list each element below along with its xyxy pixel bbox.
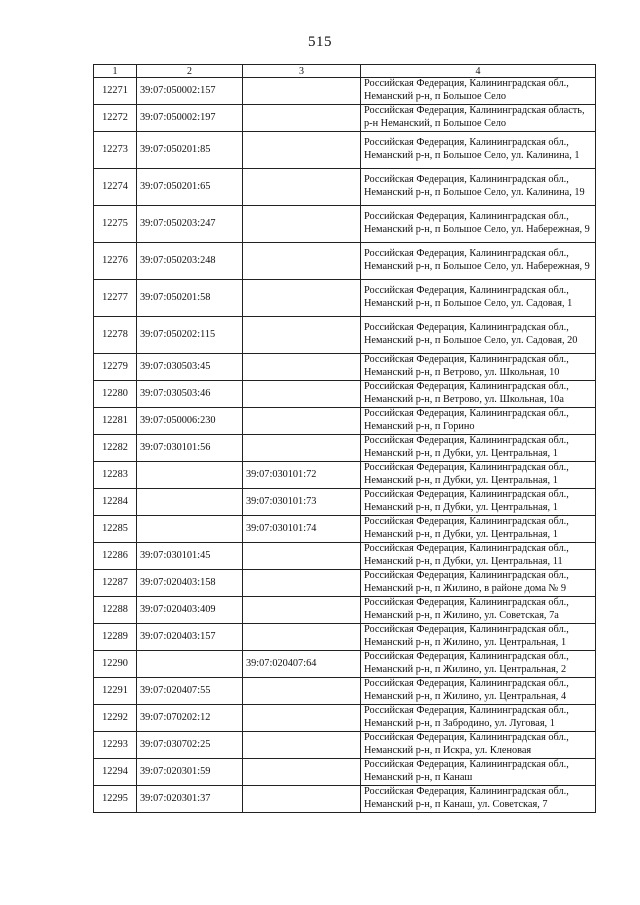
record-number-cell: 12274 [94,169,137,206]
record-number-cell: 12289 [94,624,137,651]
table-row [94,570,596,597]
address-cell: Российская Федерация, Калининградская обл., Неманский р-н, п Большое Село, ул. Калинина, 19 [361,169,596,206]
cadastral-number-cell: 39:07:020403:157 [137,624,243,651]
address-cell: Российская Федерация, Калининградская обл., Неманский р-н, п Забродино, ул. Луговая, 1 [361,705,596,732]
address-cell: Российская Федерация, Калининградская обл., Неманский р-н, п Большое Село, ул. Садовая, 1 [361,280,596,317]
record-number-cell: 12290 [94,651,137,678]
cadastral-number-alt-cell [243,206,361,243]
address-cell: Российская Федерация, Калининградская обл., Неманский р-н, п Большое Село, ул. Набережная, 9 [361,243,596,280]
table-row [94,243,596,280]
record-number-cell: 12273 [94,132,137,169]
cadastral-number-cell: 39:07:030503:45 [137,354,243,381]
address-cell: Российская Федерация, Калининградская обл., Неманский р-н, п Дубки, ул. Центральная, 1 [361,435,596,462]
cadastral-number-alt-cell [243,570,361,597]
address-cell: Российская Федерация, Калининградская область, р-н Неманский, п Большое Село [361,105,596,132]
cadastral-number-cell: 39:07:050201:58 [137,280,243,317]
cadastral-number-alt-cell [243,408,361,435]
cadastral-number-alt-cell: 39:07:030101:74 [243,516,361,543]
cadastral-number-alt-cell [243,354,361,381]
cadastral-number-cell: 39:07:030101:56 [137,435,243,462]
cadastral-number-alt-cell [243,597,361,624]
cadastral-number-alt-cell [243,624,361,651]
cadastral-number-alt-cell [243,169,361,206]
table-row [94,624,596,651]
cadastral-number-alt-cell [243,786,361,813]
table-row [94,78,596,105]
record-number-cell: 12276 [94,243,137,280]
column-header-4: 4 [361,65,596,78]
address-cell: Российская Федерация, Калининградская обл., Неманский р-н, п Ветрово, ул. Школьная, 10а [361,381,596,408]
table-row [94,132,596,169]
record-number-cell: 12281 [94,408,137,435]
cadastral-number-cell: 39:07:070202:12 [137,705,243,732]
table-row [94,435,596,462]
table-row [94,317,596,354]
cadastral-number-alt-cell [243,543,361,570]
record-number-cell: 12277 [94,280,137,317]
cadastral-number-cell: 39:07:020403:409 [137,597,243,624]
table-row [94,705,596,732]
table-row [94,678,596,705]
cadastral-number-cell: 39:07:050006:230 [137,408,243,435]
cadastral-number-alt-cell: 39:07:020407:64 [243,651,361,678]
record-number-cell: 12278 [94,317,137,354]
address-cell: Российская Федерация, Калининградская обл., Неманский р-н, п Канаш [361,759,596,786]
cadastral-number-cell: 39:07:050002:197 [137,105,243,132]
address-cell: Российская Федерация, Калининградская обл., Неманский р-н, п Дубки, ул. Центральная, 1 [361,489,596,516]
cadastral-number-cell: 39:07:030503:46 [137,381,243,408]
cadastral-number-cell [137,651,243,678]
record-number-cell: 12272 [94,105,137,132]
cadastral-number-alt-cell [243,732,361,759]
record-number-cell: 12287 [94,570,137,597]
table-row [94,759,596,786]
record-number-cell: 12292 [94,705,137,732]
address-cell: Российская Федерация, Калининградская обл., Неманский р-н, п Дубки, ул. Центральная, 1 [361,462,596,489]
record-number-cell: 12285 [94,516,137,543]
registry-table [93,64,596,813]
cadastral-number-cell: 39:07:050203:247 [137,206,243,243]
address-cell: Российская Федерация, Калининградская обл., Неманский р-н, п Канаш, ул. Советская, 7 [361,786,596,813]
table-row [94,169,596,206]
address-cell: Российская Федерация, Калининградская обл., Неманский р-н, п Ветрово, ул. Школьная, 10 [361,354,596,381]
record-number-cell: 12282 [94,435,137,462]
table-row [94,597,596,624]
record-number-cell: 12275 [94,206,137,243]
address-cell: Российская Федерация, Калининградская обл., Неманский р-н, п Жилино, ул. Центральная, 2 [361,651,596,678]
address-cell: Российская Федерация, Калининградская обл., Неманский р-н, п Горино [361,408,596,435]
record-number-cell: 12280 [94,381,137,408]
address-cell: Российская Федерация, Калининградская обл., Неманский р-н, п Большое Село [361,78,596,105]
cadastral-number-cell: 39:07:050202:115 [137,317,243,354]
cadastral-number-cell [137,489,243,516]
address-cell: Российская Федерация, Калининградская обл., Неманский р-н, п Жилино, ул. Центральная, 1 [361,624,596,651]
cadastral-number-cell: 39:07:020403:158 [137,570,243,597]
cadastral-number-cell: 39:07:050002:157 [137,78,243,105]
cadastral-number-alt-cell [243,78,361,105]
cadastral-number-alt-cell [243,678,361,705]
cadastral-number-alt-cell [243,381,361,408]
cadastral-number-alt-cell: 39:07:030101:73 [243,489,361,516]
cadastral-number-alt-cell [243,317,361,354]
record-number-cell: 12294 [94,759,137,786]
record-number-cell: 12286 [94,543,137,570]
address-cell: Российская Федерация, Калининградская обл., Неманский р-н, п Большое Село, ул. Набережная, 9 [361,206,596,243]
cadastral-number-alt-cell [243,435,361,462]
cadastral-number-alt-cell: 39:07:030101:72 [243,462,361,489]
address-cell: Российская Федерация, Калининградская обл., Неманский р-н, п Жилино, ул. Центральная, 4 [361,678,596,705]
cadastral-number-cell: 39:07:030101:45 [137,543,243,570]
record-number-cell: 12271 [94,78,137,105]
cadastral-number-cell: 39:07:020301:37 [137,786,243,813]
cadastral-number-alt-cell [243,132,361,169]
address-cell: Российская Федерация, Калининградская обл., Неманский р-н, п Дубки, ул. Центральная, 1 [361,516,596,543]
cadastral-number-cell [137,462,243,489]
cadastral-number-alt-cell [243,105,361,132]
table-row [94,516,596,543]
cadastral-number-cell: 39:07:050201:85 [137,132,243,169]
table-row [94,651,596,678]
record-number-cell: 12295 [94,786,137,813]
address-cell: Российская Федерация, Калининградская обл., Неманский р-н, п Большое Село, ул. Садовая, 20 [361,317,596,354]
table-row [94,381,596,408]
table-row [94,462,596,489]
address-cell: Российская Федерация, Калининградская обл., Неманский р-н, п Жилино, в районе дома № 9 [361,570,596,597]
record-number-cell: 12284 [94,489,137,516]
address-cell: Российская Федерация, Калининградская обл., Неманский р-н, п Большое Село, ул. Калинина, 1 [361,132,596,169]
table-row [94,206,596,243]
record-number-cell: 12293 [94,732,137,759]
table-row [94,543,596,570]
record-number-cell: 12283 [94,462,137,489]
table-row [94,105,596,132]
cadastral-number-alt-cell [243,759,361,786]
cadastral-number-cell: 39:07:020301:59 [137,759,243,786]
table-row [94,354,596,381]
table-row [94,408,596,435]
address-cell: Российская Федерация, Калининградская обл., Неманский р-н, п Жилино, ул. Советская, 7а [361,597,596,624]
table-row [94,786,596,813]
address-cell: Российская Федерация, Калининградская обл., Неманский р-н, п Искра, ул. Кленовая [361,732,596,759]
address-cell: Российская Федерация, Калининградская обл., Неманский р-н, п Дубки, ул. Центральная, 11 [361,543,596,570]
table-header-row [94,65,596,78]
cadastral-number-cell: 39:07:050203:248 [137,243,243,280]
table-row [94,732,596,759]
cadastral-number-alt-cell [243,280,361,317]
column-header-2: 2 [137,65,243,78]
cadastral-number-cell: 39:07:030702:25 [137,732,243,759]
page-number: 515 [308,34,332,50]
column-header-3: 3 [243,65,361,78]
table-row [94,489,596,516]
record-number-cell: 12279 [94,354,137,381]
column-header-1: 1 [94,65,137,78]
cadastral-number-cell: 39:07:050201:65 [137,169,243,206]
cadastral-number-alt-cell [243,243,361,280]
cadastral-number-cell: 39:07:020407:55 [137,678,243,705]
cadastral-number-alt-cell [243,705,361,732]
cadastral-number-cell [137,516,243,543]
record-number-cell: 12288 [94,597,137,624]
record-number-cell: 12291 [94,678,137,705]
table-row [94,280,596,317]
